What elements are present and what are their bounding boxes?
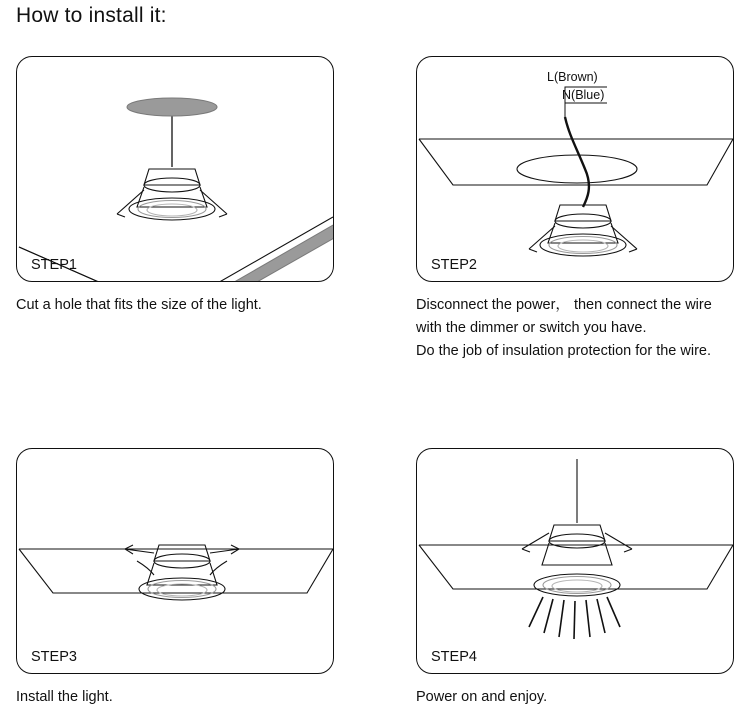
step2-label: STEP2 [431, 257, 477, 273]
step1-illustration [17, 57, 333, 281]
step3-caption-line-1: Install the light. [16, 689, 113, 705]
step-block-3 [16, 448, 356, 709]
step4-label: STEP4 [431, 649, 477, 665]
step2-caption-line-2: with the dimmer or switch you have. [416, 320, 647, 336]
step2-label-neutral: N(Blue) [562, 88, 605, 102]
step-block-1 [16, 56, 356, 317]
step2-caption [416, 294, 750, 363]
step1-label: STEP1 [31, 257, 77, 273]
step-block-2 [416, 56, 750, 363]
step1-caption-line-1: Cut a hole that fits the size of the light. [16, 297, 262, 313]
step4-caption-line-1: Power on and enjoy. [416, 689, 548, 705]
step3-illustration [17, 449, 333, 673]
step3-panel [16, 448, 334, 674]
step-block-4 [416, 448, 750, 709]
step2-illustration [417, 57, 733, 281]
step3-caption [16, 686, 356, 709]
step2-caption-line-1: Disconnect the power， then connect the wire [416, 297, 712, 313]
step4-illustration [417, 449, 733, 673]
step4-caption [416, 686, 750, 709]
step3-label: STEP3 [31, 649, 77, 665]
step4-panel [416, 448, 734, 674]
step2-panel [416, 56, 734, 282]
step1-caption [16, 294, 356, 317]
step2-label-live: L(Brown) [547, 70, 598, 84]
step1-panel [16, 56, 334, 282]
page-title: How to install it: [16, 4, 167, 27]
step2-caption-line-3: Do the job of insulation protection for the wire. [416, 343, 711, 359]
